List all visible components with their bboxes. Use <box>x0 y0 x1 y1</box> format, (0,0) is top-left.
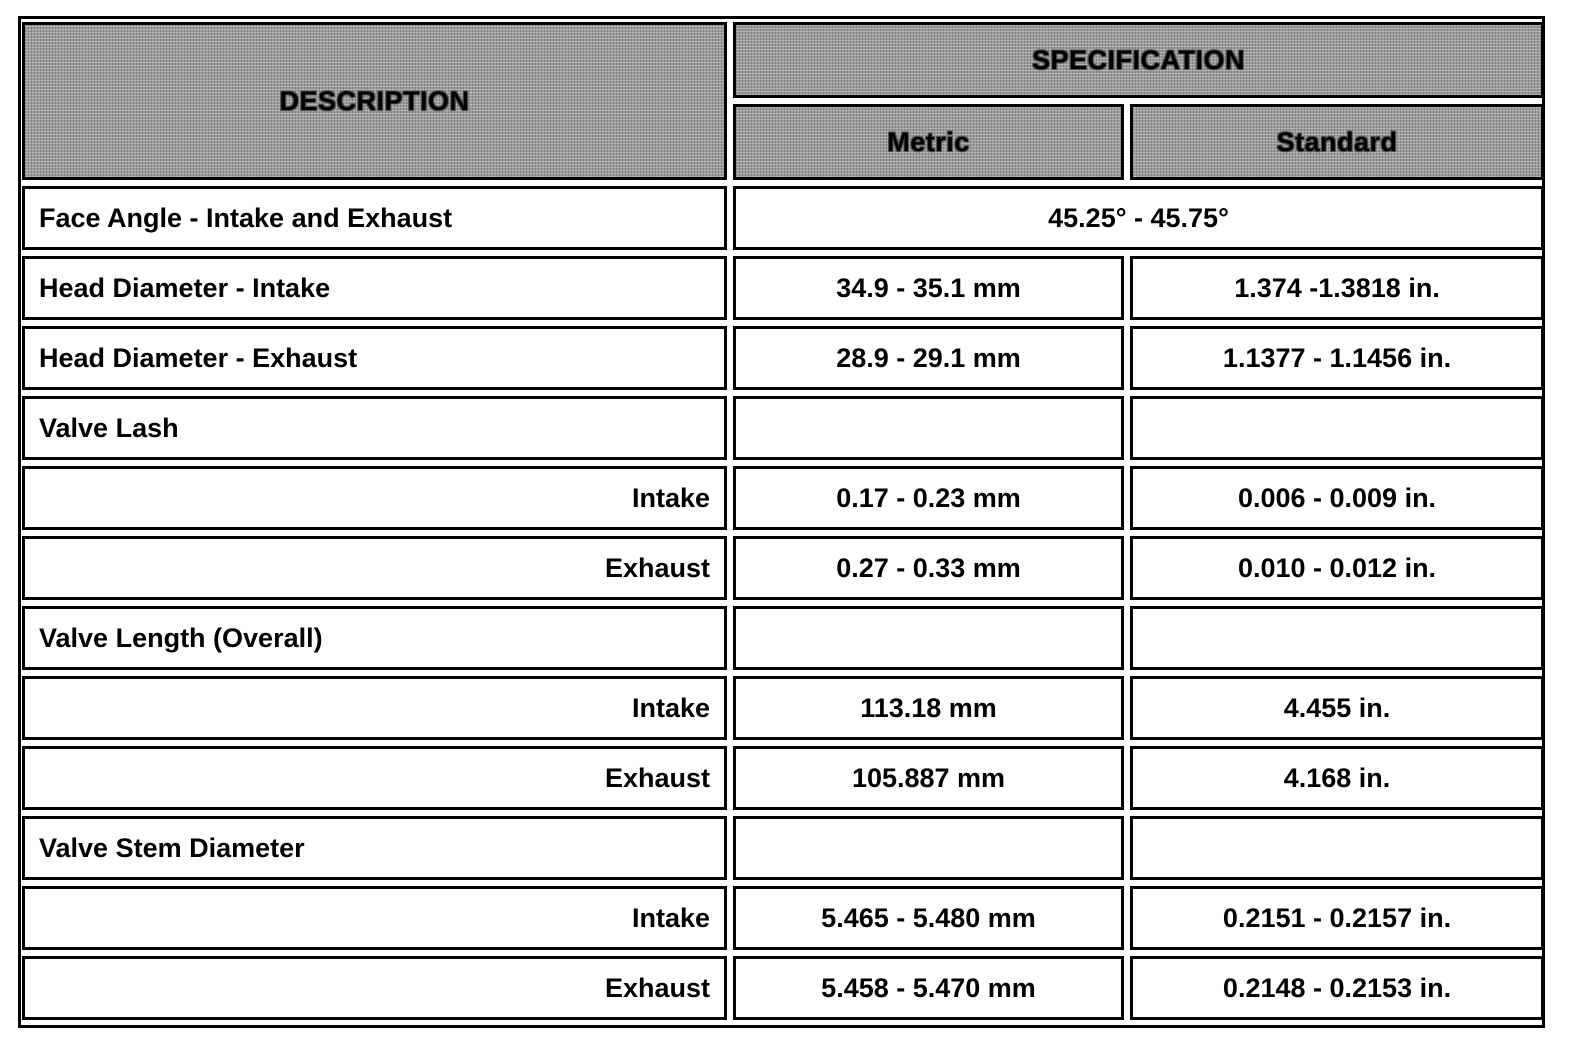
row-label: Valve Stem Diameter <box>22 816 727 880</box>
table-row <box>22 746 1544 810</box>
row-metric: 5.458 - 5.470 mm <box>733 956 1124 1020</box>
row-standard: 4.168 in. <box>1130 746 1544 810</box>
table-row <box>22 186 1544 250</box>
row-metric: 5.465 - 5.480 mm <box>733 886 1124 950</box>
row-sublabel: Intake <box>22 676 727 740</box>
table-row <box>22 606 1544 670</box>
row-standard <box>1130 606 1544 670</box>
row-standard: 1.374 -1.3818 in. <box>1130 256 1544 320</box>
row-sublabel: Exhaust <box>22 536 727 600</box>
row-sublabel: Intake <box>22 466 727 530</box>
row-label: Head Diameter - Intake <box>22 256 727 320</box>
row-metric: 113.18 mm <box>733 676 1124 740</box>
table-row <box>22 676 1544 740</box>
row-standard: 0.006 - 0.009 in. <box>1130 466 1544 530</box>
row-sublabel: Intake <box>22 886 727 950</box>
row-metric: 105.887 mm <box>733 746 1124 810</box>
table-row <box>22 256 1544 320</box>
table-row <box>22 396 1544 460</box>
row-standard <box>1130 816 1544 880</box>
row-label: Head Diameter - Exhaust <box>22 326 727 390</box>
row-standard: 4.455 in. <box>1130 676 1544 740</box>
row-label: Valve Lash <box>22 396 727 460</box>
header-specification: SPECIFICATION <box>733 22 1544 98</box>
row-metric: 0.17 - 0.23 mm <box>733 466 1124 530</box>
row-metric <box>733 396 1124 460</box>
header-metric: Metric <box>733 104 1124 180</box>
row-value-span: 45.25° - 45.75° <box>733 186 1544 250</box>
row-metric <box>733 816 1124 880</box>
row-standard: 1.1377 - 1.1456 in. <box>1130 326 1544 390</box>
row-metric <box>733 606 1124 670</box>
row-standard: 0.2151 - 0.2157 in. <box>1130 886 1544 950</box>
valve-spec-table <box>16 16 1550 1026</box>
row-metric: 34.9 - 35.1 mm <box>733 256 1124 320</box>
header-description: DESCRIPTION <box>22 22 727 180</box>
table-row <box>22 536 1544 600</box>
row-sublabel: Exhaust <box>22 956 727 1020</box>
row-metric: 28.9 - 29.1 mm <box>733 326 1124 390</box>
row-standard: 0.010 - 0.012 in. <box>1130 536 1544 600</box>
row-standard <box>1130 396 1544 460</box>
table-row <box>22 326 1544 390</box>
row-standard: 0.2148 - 0.2153 in. <box>1130 956 1544 1020</box>
table-row <box>22 886 1544 950</box>
row-label: Valve Length (Overall) <box>22 606 727 670</box>
table-row <box>22 466 1544 530</box>
row-metric: 0.27 - 0.33 mm <box>733 536 1124 600</box>
row-sublabel: Exhaust <box>22 746 727 810</box>
table-row <box>22 816 1544 880</box>
row-label: Face Angle - Intake and Exhaust <box>22 186 727 250</box>
table-row <box>22 956 1544 1020</box>
header-standard: Standard <box>1130 104 1544 180</box>
